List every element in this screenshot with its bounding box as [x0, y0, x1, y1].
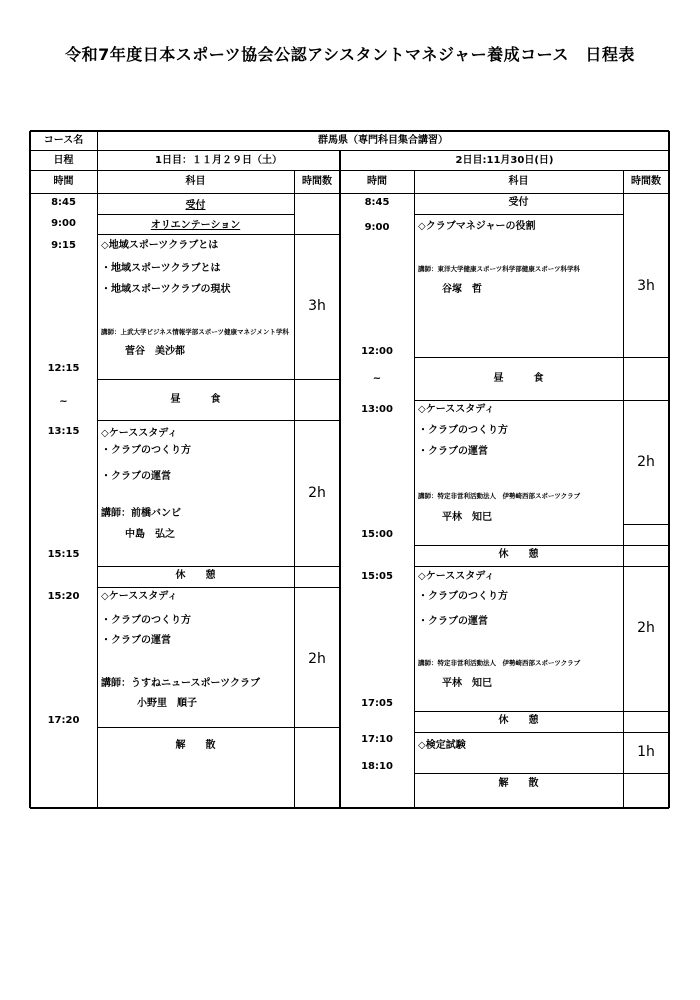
day1-block2-line2: ・クラブの運営	[101, 471, 171, 482]
day2-block2-line2: ・クラブの運営	[418, 446, 488, 457]
day1-block2-line1: ・クラブのつくり方	[101, 445, 191, 456]
day2-block2-title: ◇ケーススタディ	[418, 404, 495, 415]
table-rule	[623, 566, 669, 567]
day2-block3-lecturer-affiliation: 講師：特定非営利活動法人 伊勢崎西部スポーツクラブ	[418, 659, 581, 667]
day2-time: 15:00	[361, 529, 393, 540]
day1-block1-line1: ・地域スポーツクラブとは	[101, 263, 221, 274]
day2-block4-title: ◇検定試験	[418, 740, 466, 751]
day2-block3-lecturer: 平林 知巳	[442, 678, 492, 689]
day1-orientation: オリエンテーション	[150, 220, 241, 231]
table-rule	[294, 566, 340, 567]
day2-hours: 2h	[637, 620, 655, 636]
table-rule	[294, 587, 340, 588]
day1-time: 12:15	[47, 363, 80, 374]
day2-date: 2日目:11月30日(日)	[455, 155, 554, 166]
table-rule	[97, 587, 294, 588]
day2-lunch: 昼 食	[493, 373, 544, 384]
day2-time: 8:45	[364, 197, 390, 208]
table-rule	[623, 357, 669, 358]
day1-block3-line2: ・クラブの運営	[101, 635, 171, 646]
day2-block2-line1: ・クラブのつくり方	[418, 425, 508, 436]
day1-time: 17:20	[47, 715, 80, 726]
table-rule	[414, 400, 623, 401]
table-rule	[414, 214, 623, 215]
day2-block3-line2: ・クラブの運営	[418, 616, 488, 627]
table-rule	[97, 379, 294, 380]
table-rule	[97, 420, 294, 421]
day1-hours: 3h	[308, 298, 326, 314]
day1-lunch: 昼 食	[170, 394, 221, 405]
table-rule	[668, 131, 670, 808]
day2-time: 9:00	[364, 222, 390, 233]
day2-block2-lecturer: 平林 知巳	[442, 512, 492, 523]
day1-break: 休 憩	[175, 570, 216, 581]
day1-block2-lecturer: 中島 弘之	[125, 529, 175, 540]
col-subject-day2: 科目	[508, 176, 529, 187]
col-subject-day1: 科目	[185, 176, 206, 187]
table-rule	[414, 357, 623, 358]
day1-block3-title: ◇ケーススタディ	[101, 591, 178, 602]
table-rule	[414, 566, 623, 567]
day2-block2-lecturer-affiliation: 講師：特定非営利活動法人 伊勢崎西部スポーツクラブ	[418, 492, 581, 500]
day2-time: 18:10	[361, 761, 393, 772]
col-time-day2: 時間	[367, 176, 387, 187]
day2-time: 13:00	[361, 404, 393, 415]
day2-hours: 3h	[637, 278, 655, 294]
table-rule	[294, 420, 340, 421]
table-rule	[414, 773, 623, 774]
day1-time: ~	[59, 396, 68, 407]
table-rule	[623, 773, 669, 774]
day2-time: 17:10	[361, 734, 393, 745]
table-rule	[294, 234, 340, 235]
day2-time: 17:05	[361, 698, 393, 709]
day1-block3-lecturer: 小野里 順子	[137, 698, 197, 709]
day2-break1: 休 憩	[498, 549, 539, 560]
day1-block1-lecturer-affiliation: 講師：上武大学ビジネス情報学部スポーツ健康マネジメント学科	[101, 328, 289, 336]
day1-dismissal: 解 散	[175, 740, 216, 751]
table-rule	[97, 131, 98, 808]
table-rule	[339, 150, 341, 808]
day1-time: 15:15	[47, 549, 80, 560]
day2-time: ~	[372, 373, 382, 384]
table-rule	[30, 150, 669, 151]
day2-hours: 1h	[637, 744, 655, 760]
day1-block2-lecturer-affiliation: 講師：前橋バンビ	[101, 508, 181, 519]
day1-block1-title: ◇地域スポーツクラブとは	[101, 240, 219, 251]
col-hours-day1: 時間数	[302, 176, 332, 187]
day1-time: 15:20	[47, 591, 80, 602]
table-rule	[414, 545, 623, 546]
table-rule	[623, 545, 669, 546]
table-rule	[623, 170, 624, 808]
table-rule	[623, 400, 669, 401]
page-title: 令和7年度日本スポーツ協会公認アシスタントマネジャー養成コース 日程表	[65, 45, 635, 64]
table-rule	[294, 379, 340, 380]
day1-block2-title: ◇ケーススタディ	[101, 428, 178, 439]
table-rule	[30, 807, 669, 809]
course-name-label: コース名	[43, 135, 84, 146]
table-rule	[623, 711, 669, 712]
table-rule	[294, 727, 340, 728]
table-rule	[29, 131, 31, 808]
day1-date: 1日目：１１月２９日（土）	[155, 155, 282, 166]
col-hours-day2: 時間数	[631, 176, 661, 187]
col-time-day1: 時間	[53, 176, 74, 187]
day1-time: 13:15	[47, 426, 80, 437]
day2-block3-line1: ・クラブのつくり方	[418, 591, 508, 602]
day1-time: 9:00	[51, 218, 76, 229]
day1-block3-lecturer-affiliation: 講師：うすねニュースポーツクラブ	[101, 678, 260, 689]
date-label: 日程	[53, 155, 74, 166]
table-rule	[414, 732, 623, 733]
day1-block1-lecturer: 菅谷 美沙都	[125, 346, 185, 357]
day2-block1-title: ◇クラブマネジャーの役割	[418, 221, 536, 232]
day1-hours: 2h	[308, 651, 326, 667]
day1-block3-line1: ・クラブのつくり方	[101, 615, 191, 626]
day1-time: 9:15	[51, 240, 76, 251]
day2-dismissal: 解 散	[498, 778, 539, 789]
day1-reception: 受付	[185, 200, 206, 211]
table-rule	[97, 566, 294, 567]
course-name-value: 群馬県（専門科目集合講習）	[318, 135, 448, 146]
table-rule	[623, 524, 669, 525]
table-rule	[97, 214, 294, 215]
table-rule	[30, 170, 669, 171]
day1-block1-line2: ・地域スポーツクラブの現状	[101, 284, 231, 295]
table-rule	[414, 170, 415, 808]
day2-block1-lecturer-affiliation: 講師：東洋大学健康スポーツ科学部健康スポーツ科学科	[418, 265, 580, 273]
table-rule	[623, 732, 669, 733]
day1-time: 8:45	[51, 197, 76, 208]
day2-break2: 休 憩	[498, 715, 539, 726]
day2-time: 12:00	[361, 346, 393, 357]
day2-block3-title: ◇ケーススタディ	[418, 571, 495, 582]
day2-hours: 2h	[637, 454, 655, 470]
table-rule	[414, 711, 623, 712]
day2-time: 15:05	[361, 571, 393, 582]
table-rule	[97, 727, 294, 728]
table-rule	[97, 234, 294, 235]
table-rule	[30, 193, 669, 194]
table-rule	[30, 130, 669, 132]
day1-hours: 2h	[308, 485, 326, 501]
day2-reception: 受付	[508, 197, 529, 208]
day2-block1-lecturer: 谷塚 哲	[442, 284, 482, 295]
